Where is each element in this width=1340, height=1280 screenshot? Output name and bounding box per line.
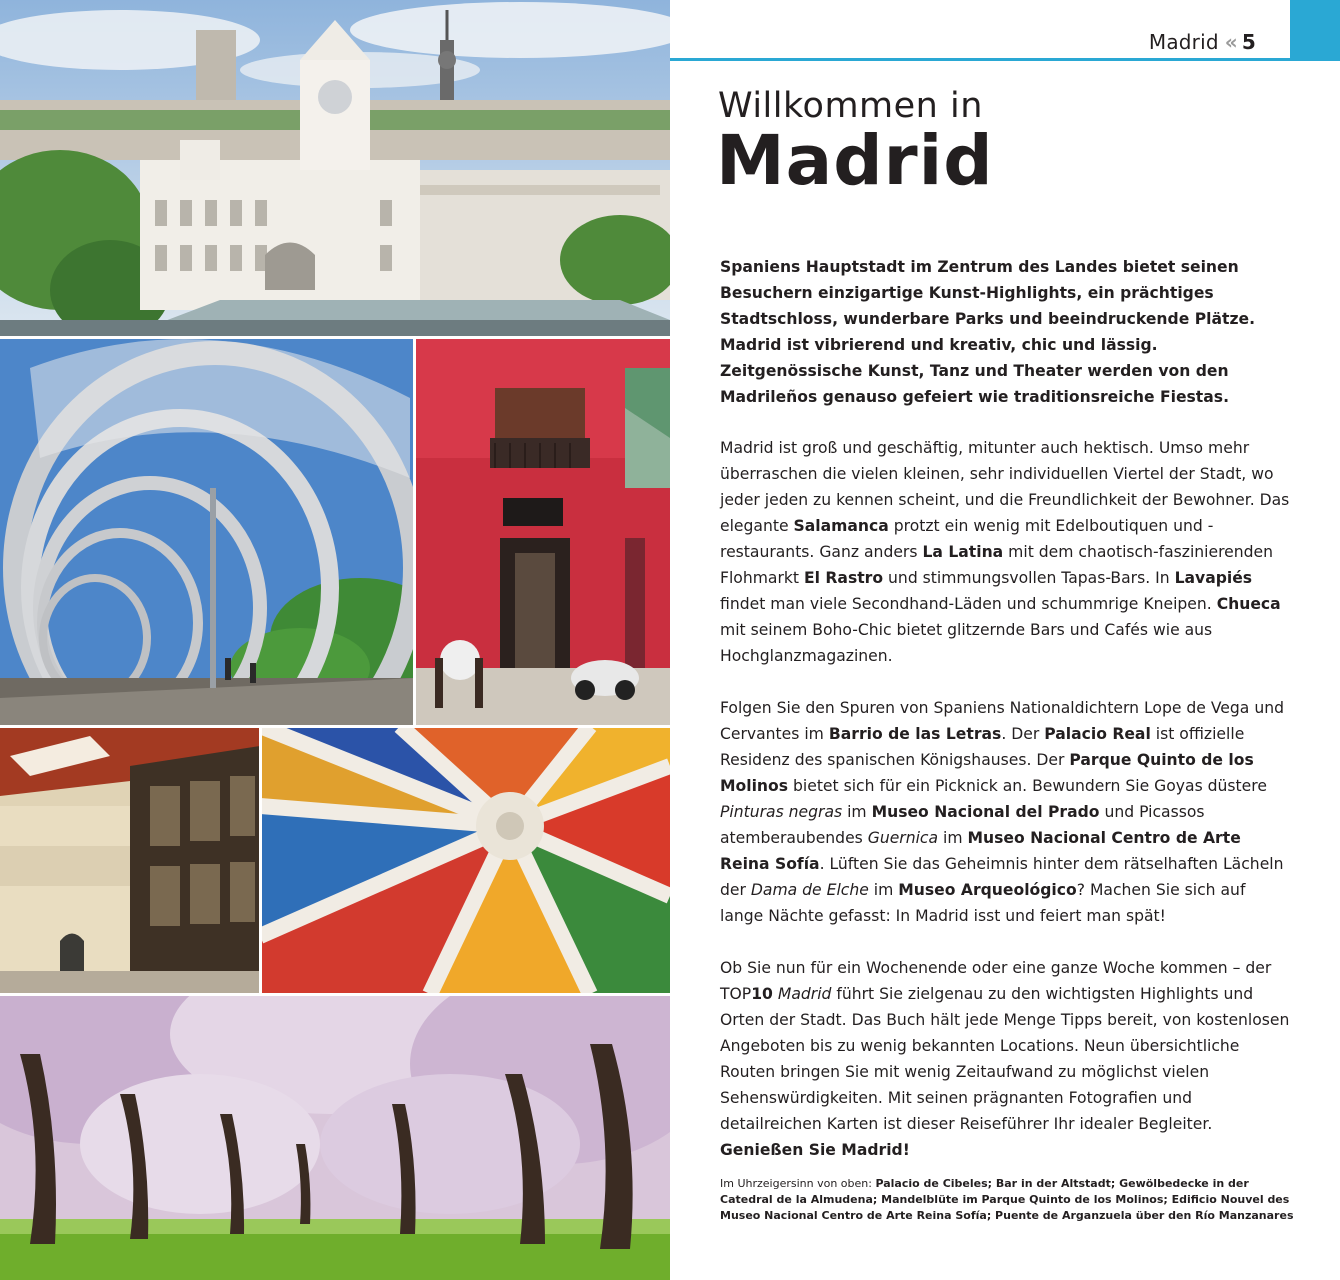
text-run: im [868, 881, 899, 899]
photo-edificio-nouvel [0, 726, 260, 994]
brand-top10: 10 [751, 985, 773, 1003]
photo-gewoelbedecke-almudena [260, 726, 670, 994]
caption-intro: Im Uhrzeigersinn von oben: [720, 1177, 876, 1190]
brand-madrid: Madrid [777, 985, 832, 1003]
text-run: Folgen Sie den Spuren von Spaniens Nationaldichtern Lope de Vega und Cervantes im [720, 699, 1284, 743]
running-header-section: Madrid [1148, 30, 1219, 54]
text-run: . Der [1001, 725, 1045, 743]
text-run: und Picassos atemberaubendes [720, 803, 1205, 847]
text-run: ist offizielle Residenz des spanischen Königshauses. Der [720, 725, 1245, 769]
keyword-barrio-de-las-letras: Barrio de las Letras [828, 725, 1002, 743]
page-number: 5 [1241, 30, 1256, 54]
text-run: mit dem chaotisch-faszinierenden Flohmarkt [720, 543, 1274, 587]
keyword-lavapies: Lavapiés [1174, 569, 1253, 587]
keyword-salamanca: Salamanca [793, 517, 889, 535]
keyword-reina-sofia: Museo Nacional Centro de Arte Reina Sofía [720, 829, 1241, 873]
photo-mandelbluete-quinto-de-los-molinos [0, 994, 670, 1280]
text-run: ? Machen Sie sich auf lange Nächte gefasst: In Madrid isst und feiert man spät! [720, 881, 1246, 925]
body-paragraph-1 [720, 435, 1290, 669]
text-run: Madrid ist groß und geschäftig, mitunter auch hektisch. Umso mehr überraschen die vielen kleinen, sehr individuellen Viertel der Stadt, wo jeder jeden zu kennen scheint, und die Freundlichkeit der Bewohner. Das elegante [720, 439, 1290, 535]
lead-text: Spaniens Hauptstadt im Zentrum des Landes bietet seinen Besuchern einzigartige Kunst-Highlights, ein prächtiges Stadtschloss, wunderbare Parks und beeindruckende Plätze. Madrid ist vibrierend und kreativ, chic und lässig. Zeitgenössische Kunst, Tanz und Theater werden von den Madrileños genauso gefeiert wie traditionsreiche Fiestas. [720, 258, 1256, 406]
page-title-line1: Willkommen in [718, 86, 983, 126]
keyword-el-rastro: El Rastro [803, 569, 884, 587]
title-guernica: Guernica [867, 829, 939, 847]
text-run: protzt ein wenig mit Edelboutiquen und -restaurants. Ganz anders [720, 517, 1214, 561]
text-run: und stimmungsvollen Tapas-Bars. In [883, 569, 1175, 587]
photo-bar-in-der-altstadt [415, 338, 670, 726]
body-paragraph-3 [720, 955, 1290, 1163]
text-run: bietet sich für ein Picknick an. Bewundern Sie Goyas düstere [788, 777, 1267, 795]
lead-paragraph [720, 254, 1290, 410]
body-paragraph-2 [720, 695, 1290, 929]
caption-items: Palacio de Cibeles; Bar in der Altstadt; Gewölbedecke in der Catedral de la Almudena; Mandelblüte im Parque Quinto de los Molinos; Edificio Nouvel des Museo Nacional Centro de Arte Reina Sofía; Puente de Arganzuela über den Río Manzanares [720, 1177, 1294, 1222]
photo-puente-de-arganzuela [0, 338, 415, 726]
keyword-chueca: Chueca [1216, 595, 1281, 613]
running-header-arrows: « [1224, 30, 1238, 54]
text-run: führt Sie zielgenau zu den wichtigsten Highlights und Orten der Stadt. Das Buch hält jede Menge Tipps bereit, von kostenlosen Angeboten bis zu wenig bekannten Locations. Neun übersichtliche Routen bringen Sie mit wenig Zeitaufwand zu möglichst vielen Sehenswürdigkeiten. Mit seinen prägnanten Fotografien und detailreichen Karten ist dieser Reiseführer Ihr idealer Begleiter. [720, 985, 1290, 1133]
page-title-line2: Madrid [716, 121, 994, 201]
text-run: im [842, 803, 872, 821]
text-run: mit seinem Boho-Chic bietet glitzernde Bars und Cafés wie aus Hochglanzmagazinen. [720, 621, 1213, 665]
title-dama-de-elche: Dama de Elche [750, 881, 869, 899]
text-run: findet man viele Secondhand-Läden und schummrige Kneipen. [720, 595, 1217, 613]
keyword-parque-quinto: Parque Quinto de los Molinos [720, 751, 1254, 795]
keyword-prado: Museo Nacional del Prado [871, 803, 1100, 821]
header-rule [670, 58, 1340, 61]
closing-line: Genießen Sie Madrid! [720, 1141, 910, 1159]
photo-caption [720, 1176, 1295, 1224]
text-run: im [938, 829, 968, 847]
title-pinturas-negras: Pinturas negras [720, 803, 843, 821]
keyword-la-latina: La Latina [922, 543, 1004, 561]
keyword-museo-arqueologico: Museo Arqueológico [898, 881, 1077, 899]
text-run: . Lüften Sie das Geheimnis hinter dem rätselhaften Lächeln der [720, 855, 1284, 899]
text-run: Ob Sie nun für ein Wochenende oder eine ganze Woche kommen – der TOP [720, 959, 1272, 1003]
page-tab-accent [1290, 0, 1340, 58]
photo-palacio-de-cibeles [0, 0, 670, 338]
keyword-palacio-real: Palacio Real [1044, 725, 1151, 743]
running-header [1149, 30, 1256, 54]
